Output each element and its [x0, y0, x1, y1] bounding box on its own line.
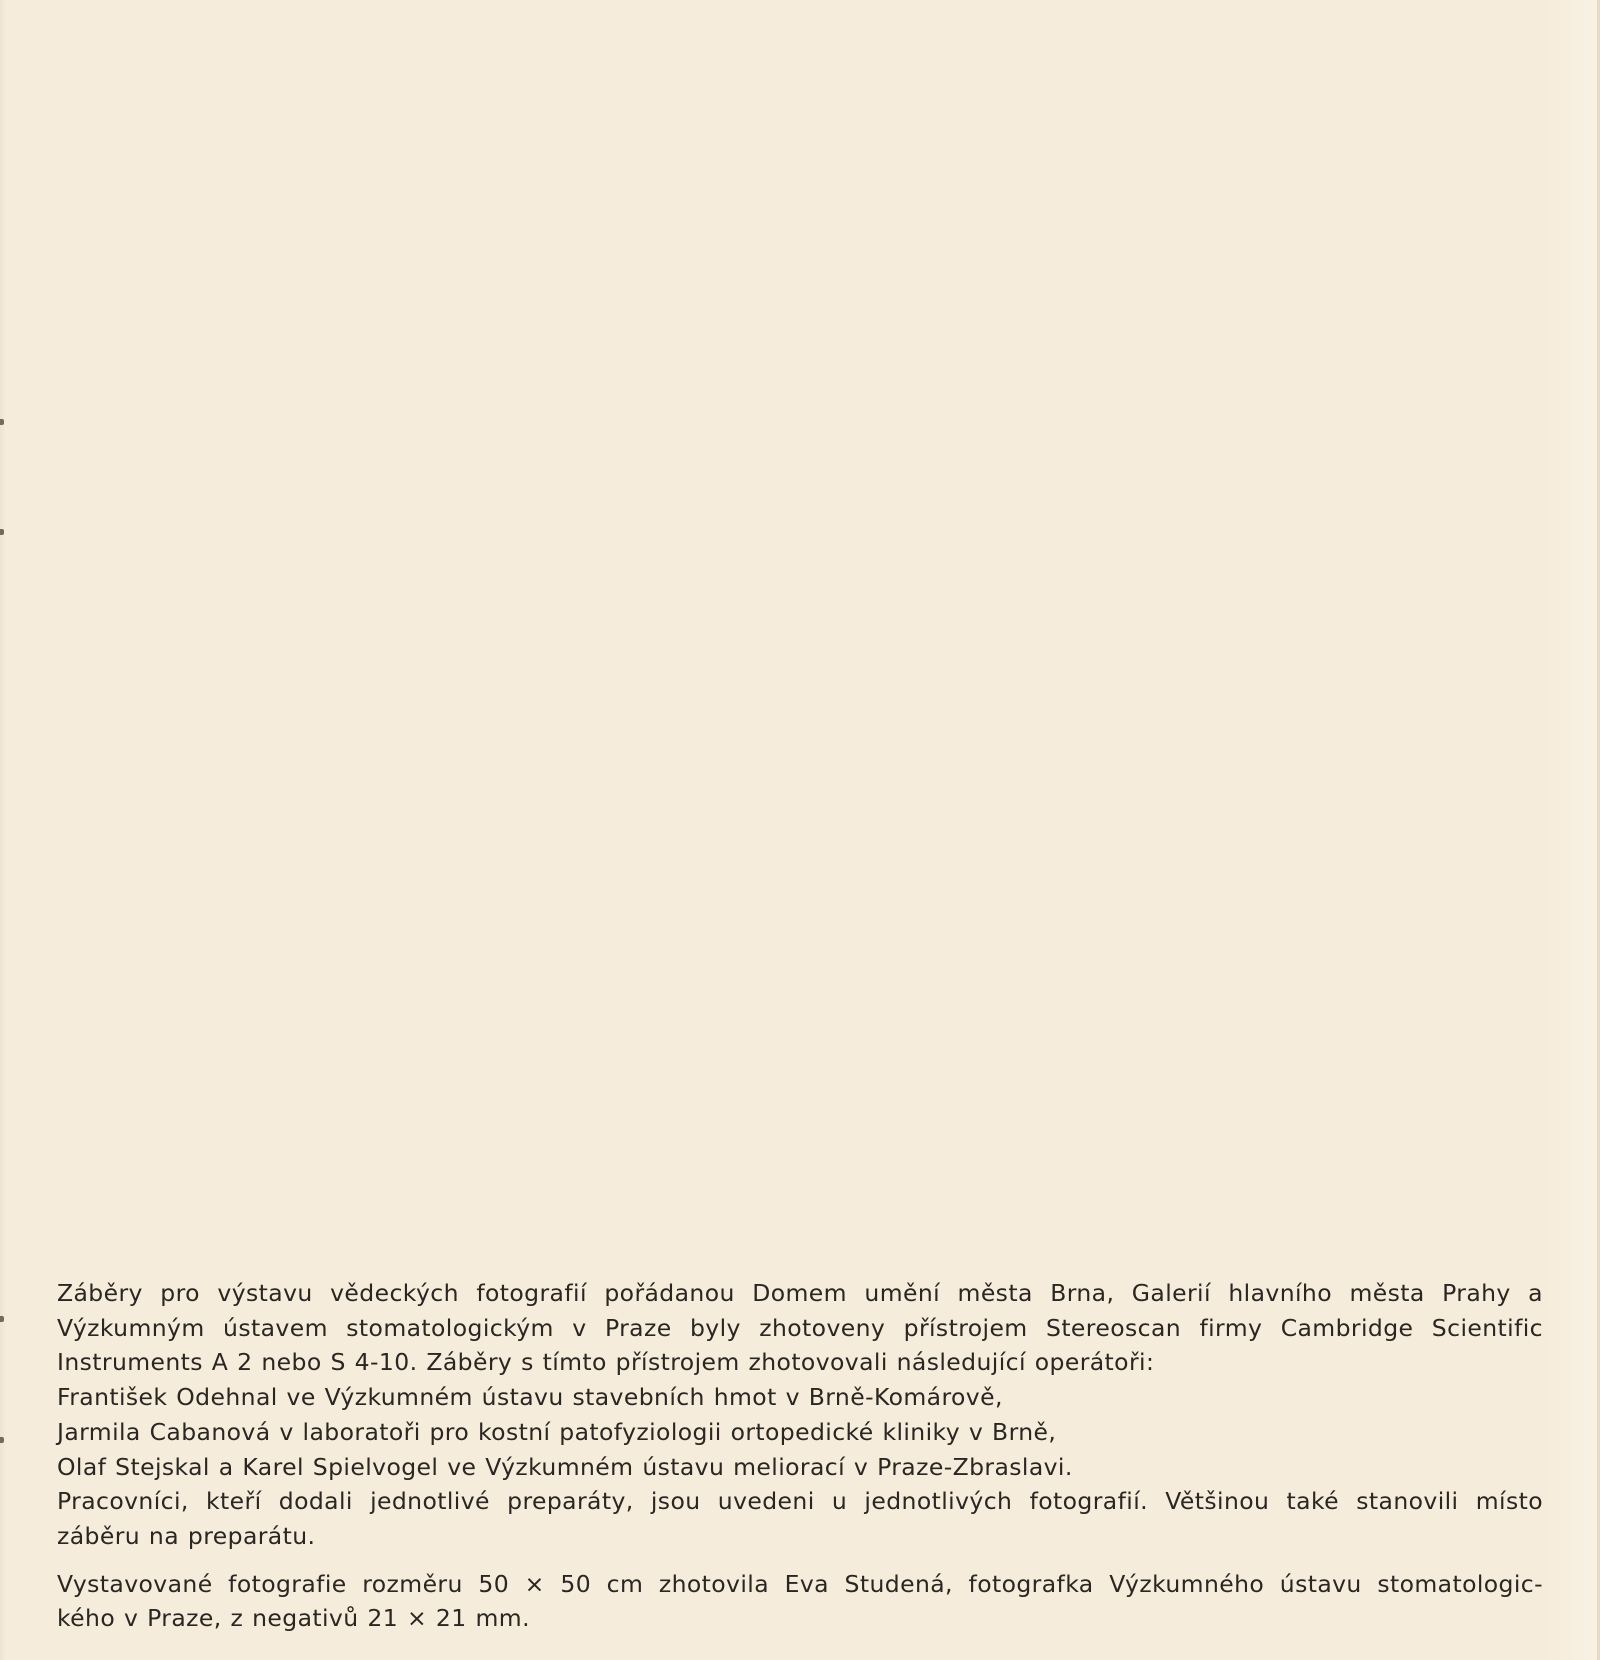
operator-line: František Odehnal ve Výzkumném ústavu stavebních hmot v Brně-Komárově, — [57, 1383, 1003, 1412]
text-line: Pracovníci, kteří dodali jednotlivé preparáty, jsou uvedeni u jednotlivých fotografií. Většinou také stanovili místo — [57, 1487, 1543, 1516]
photo-credit-line: Vystavované fotografie rozměru 50 × 50 cm zhotovila Eva Studená, fotografka Výzkumného ústavu stomatologic- — [57, 1569, 1543, 1598]
photo-credit-line: kého v Praze, z negativů 21 × 21 mm. — [57, 1604, 530, 1633]
binding-mark — [0, 419, 4, 425]
binding-mark — [0, 1316, 4, 1322]
text-line: Výzkumným ústavem stomatologickým v Praze byly zhotoveny přístrojem Stereoscan firmy Cambridge Scientific — [57, 1313, 1543, 1342]
operator-line: Jarmila Cabanová v laboratoři pro kostní patofyziologii ortopedické kliniky v Brně, — [57, 1417, 1057, 1446]
text-line: záběru na preparátu. — [57, 1521, 316, 1550]
text-line: Instruments A 2 nebo S 4-10. Záběry s tímto přístrojem zhotovovali následující operátoři: — [57, 1348, 1155, 1377]
text-line: Záběry pro výstavu vědeckých fotografií pořádanou Domem umění města Brna, Galerií hlavního města Prahy a — [57, 1279, 1543, 1307]
binding-mark — [0, 1437, 4, 1443]
operator-line: Olaf Stejskal a Karel Spielvogel ve Výzkumném ústavu meliorací v Praze-Zbraslavi. — [57, 1452, 1073, 1481]
binding-mark — [0, 529, 4, 535]
colophon-text — [57, 1276, 1543, 1636]
